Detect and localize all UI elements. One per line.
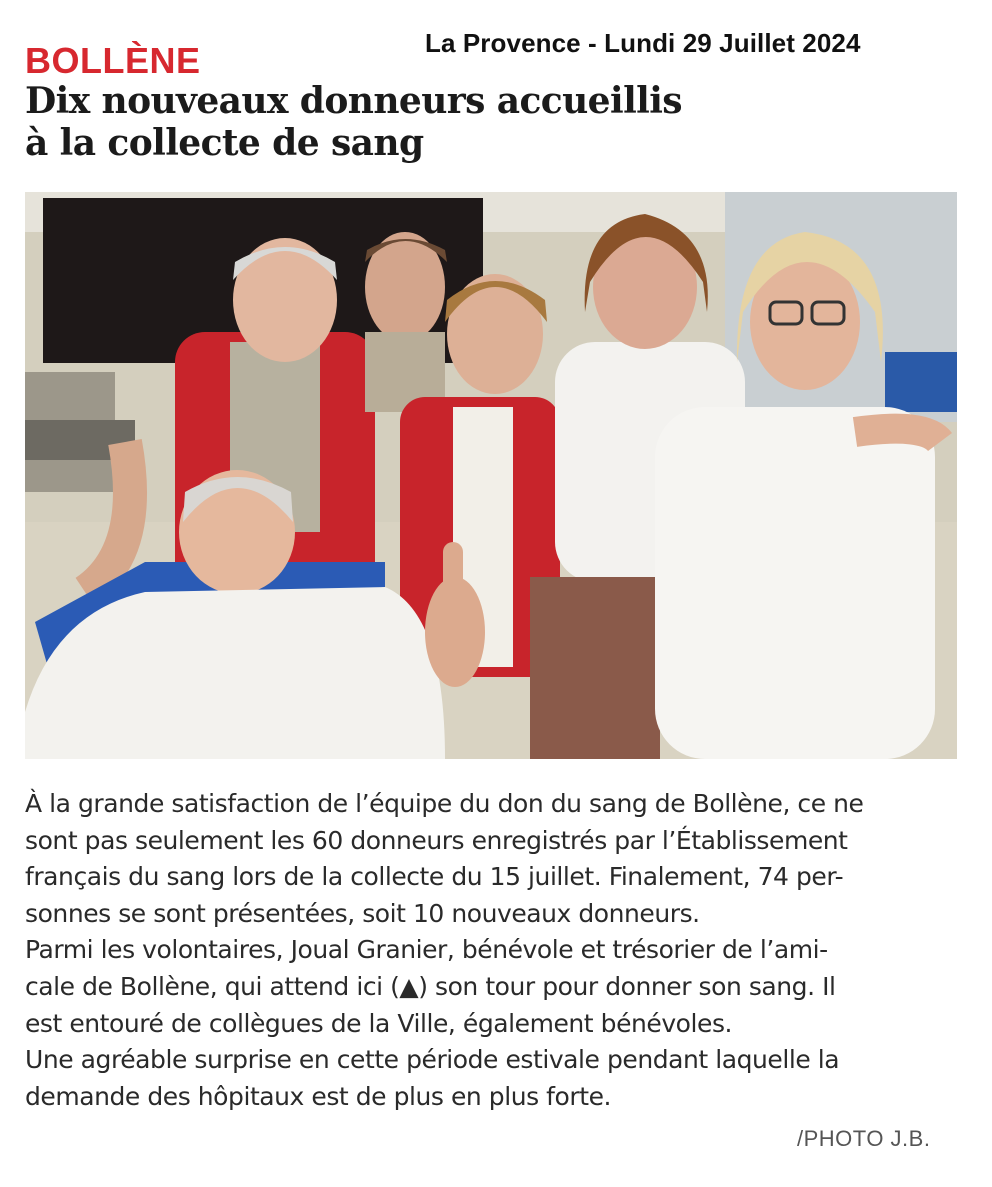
- photo-credit: /PHOTO J.B.: [797, 1126, 931, 1151]
- body-line: sonnes se sont présentées, soit 10 nouveaux donneurs.: [25, 898, 700, 928]
- newspaper-source: La Provence - Lundi 29 Juillet 2024: [425, 28, 861, 58]
- body-line: sont pas seulement les 60 donneurs enregistrés par l’Établissement: [25, 825, 848, 855]
- body-line: Une agréable surprise en cette période estivale pendant laquelle la: [25, 1045, 840, 1075]
- body-line: français du sang lors de la collecte du 15 juillet. Finalement, 74 per-: [25, 862, 844, 892]
- body-line: À la grande satisfaction de l’équipe du don du sang de Bollène, ce ne: [25, 789, 864, 818]
- body-line: demande des hôpitaux est de plus en plus forte.: [25, 1081, 611, 1111]
- article-body: [25, 786, 960, 1115]
- headline-line: Dix nouveaux donneurs accueillis: [25, 80, 682, 122]
- headline-line: à la collecte de sang: [25, 122, 424, 164]
- body-line: Parmi les volontaires, Joual Granier, bénévole et trésorier de l’ami-: [25, 935, 828, 965]
- article-photo: [25, 192, 957, 759]
- town-rubric: BOLLÈNE: [25, 40, 201, 81]
- body-line: est entouré de collègues de la Ville, également bénévoles.: [25, 1008, 733, 1038]
- body-line: cale de Bollène, qui attend ici (▲) son tour pour donner son sang. Il: [25, 971, 836, 1001]
- article-headline: [25, 80, 682, 164]
